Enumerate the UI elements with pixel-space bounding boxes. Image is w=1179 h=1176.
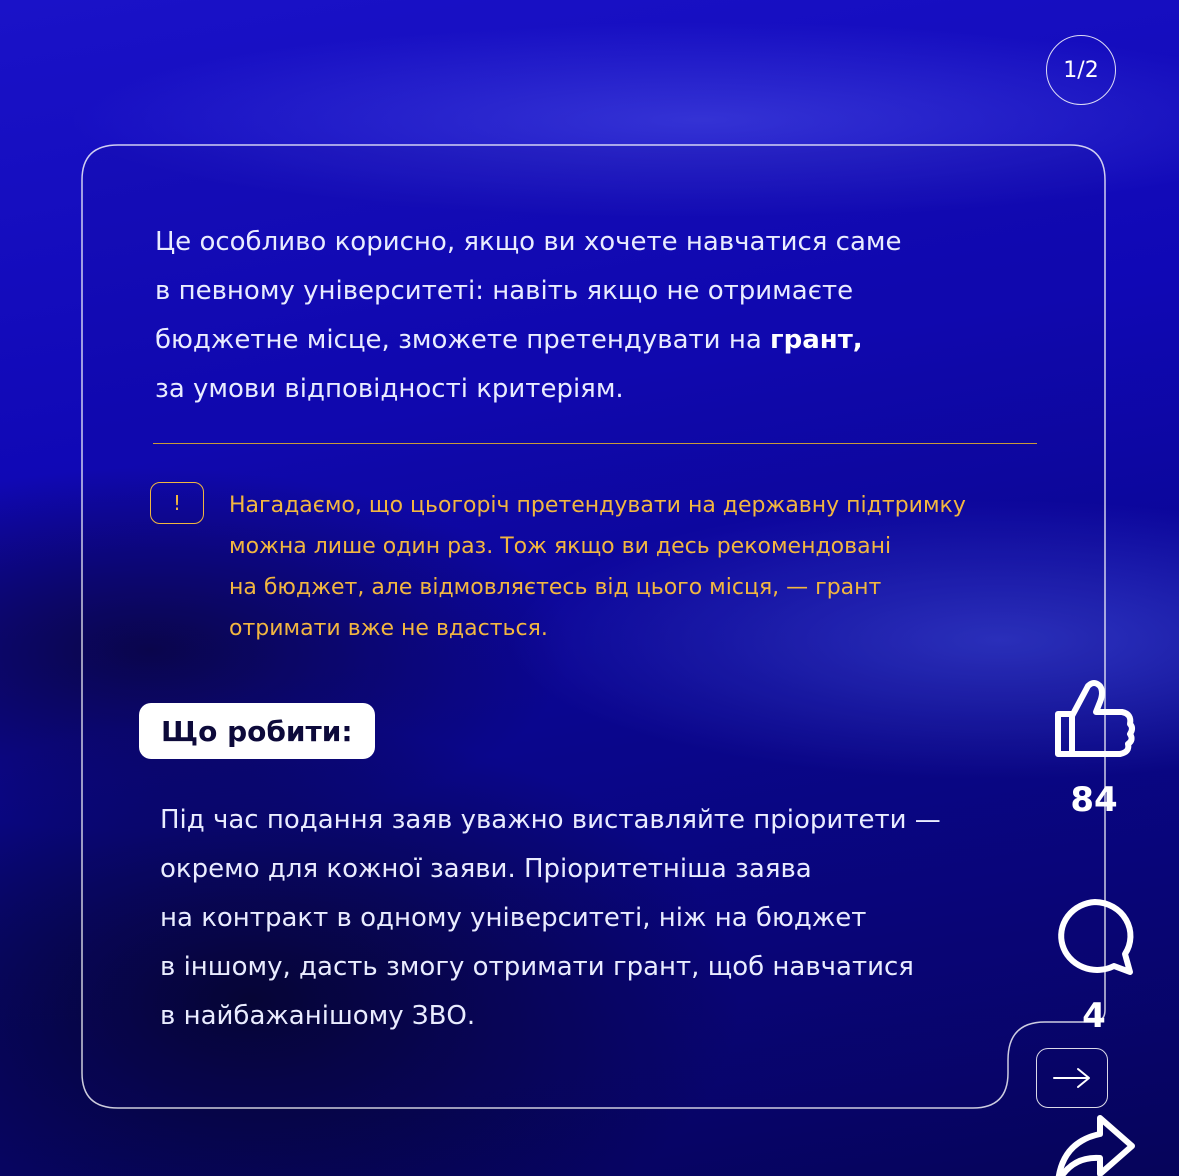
body-line: в найбажанішому ЗВО.: [160, 1001, 476, 1031]
intro-line: бюджетне місце, зможете претендувати на грант,: [155, 325, 863, 355]
exclamation-icon: !: [150, 482, 204, 524]
intro-line: в певному університеті: навіть якщо не отримаєте: [155, 276, 854, 306]
intro-paragraph: [155, 218, 1035, 414]
body-line: на контракт в одному університеті, ніж на бюджет: [160, 903, 867, 933]
alert-line: отримати вже не вдасться.: [229, 616, 548, 641]
divider: [153, 443, 1037, 444]
like-count: 84: [1070, 780, 1118, 820]
alert-line: на бюджет, але відмовляєтесь від цього місця, — грант: [229, 575, 882, 600]
page-indicator: 1/2: [1046, 35, 1116, 105]
body-line: окремо для кожної заяви. Пріоритетніша заява: [160, 854, 812, 884]
comment-button[interactable]: [1052, 896, 1138, 980]
comment-count: 4: [1082, 996, 1106, 1036]
alert-note: [229, 485, 1049, 649]
body-line: в іншому, дасть змогу отримати грант, щоб навчатися: [160, 952, 914, 982]
thumbs-up-icon: [1050, 678, 1140, 760]
intro-line: Це особливо корисно, якщо ви хочете навчатися саме: [155, 227, 902, 257]
body-paragraph: [160, 796, 1020, 1041]
arrow-right-icon: [1050, 1066, 1094, 1090]
next-slide-button[interactable]: [1036, 1048, 1108, 1108]
alert-line: Нагадаємо, що цьогоріч претендувати на державну підтримку: [229, 493, 966, 518]
intro-line: за умови відповідності критеріям.: [155, 374, 624, 404]
like-button[interactable]: [1050, 678, 1140, 760]
grant-emphasis: грант,: [770, 325, 863, 355]
section-title-badge: Що робити:: [139, 703, 375, 759]
alert-line: можна лише один раз. Тож якщо ви десь рекомендовані: [229, 534, 892, 559]
body-line: Під час подання заяв уважно виставляйте пріоритети —: [160, 805, 941, 835]
share-button[interactable]: [1050, 1112, 1140, 1176]
comment-icon: [1052, 896, 1138, 980]
share-icon: [1050, 1112, 1140, 1176]
